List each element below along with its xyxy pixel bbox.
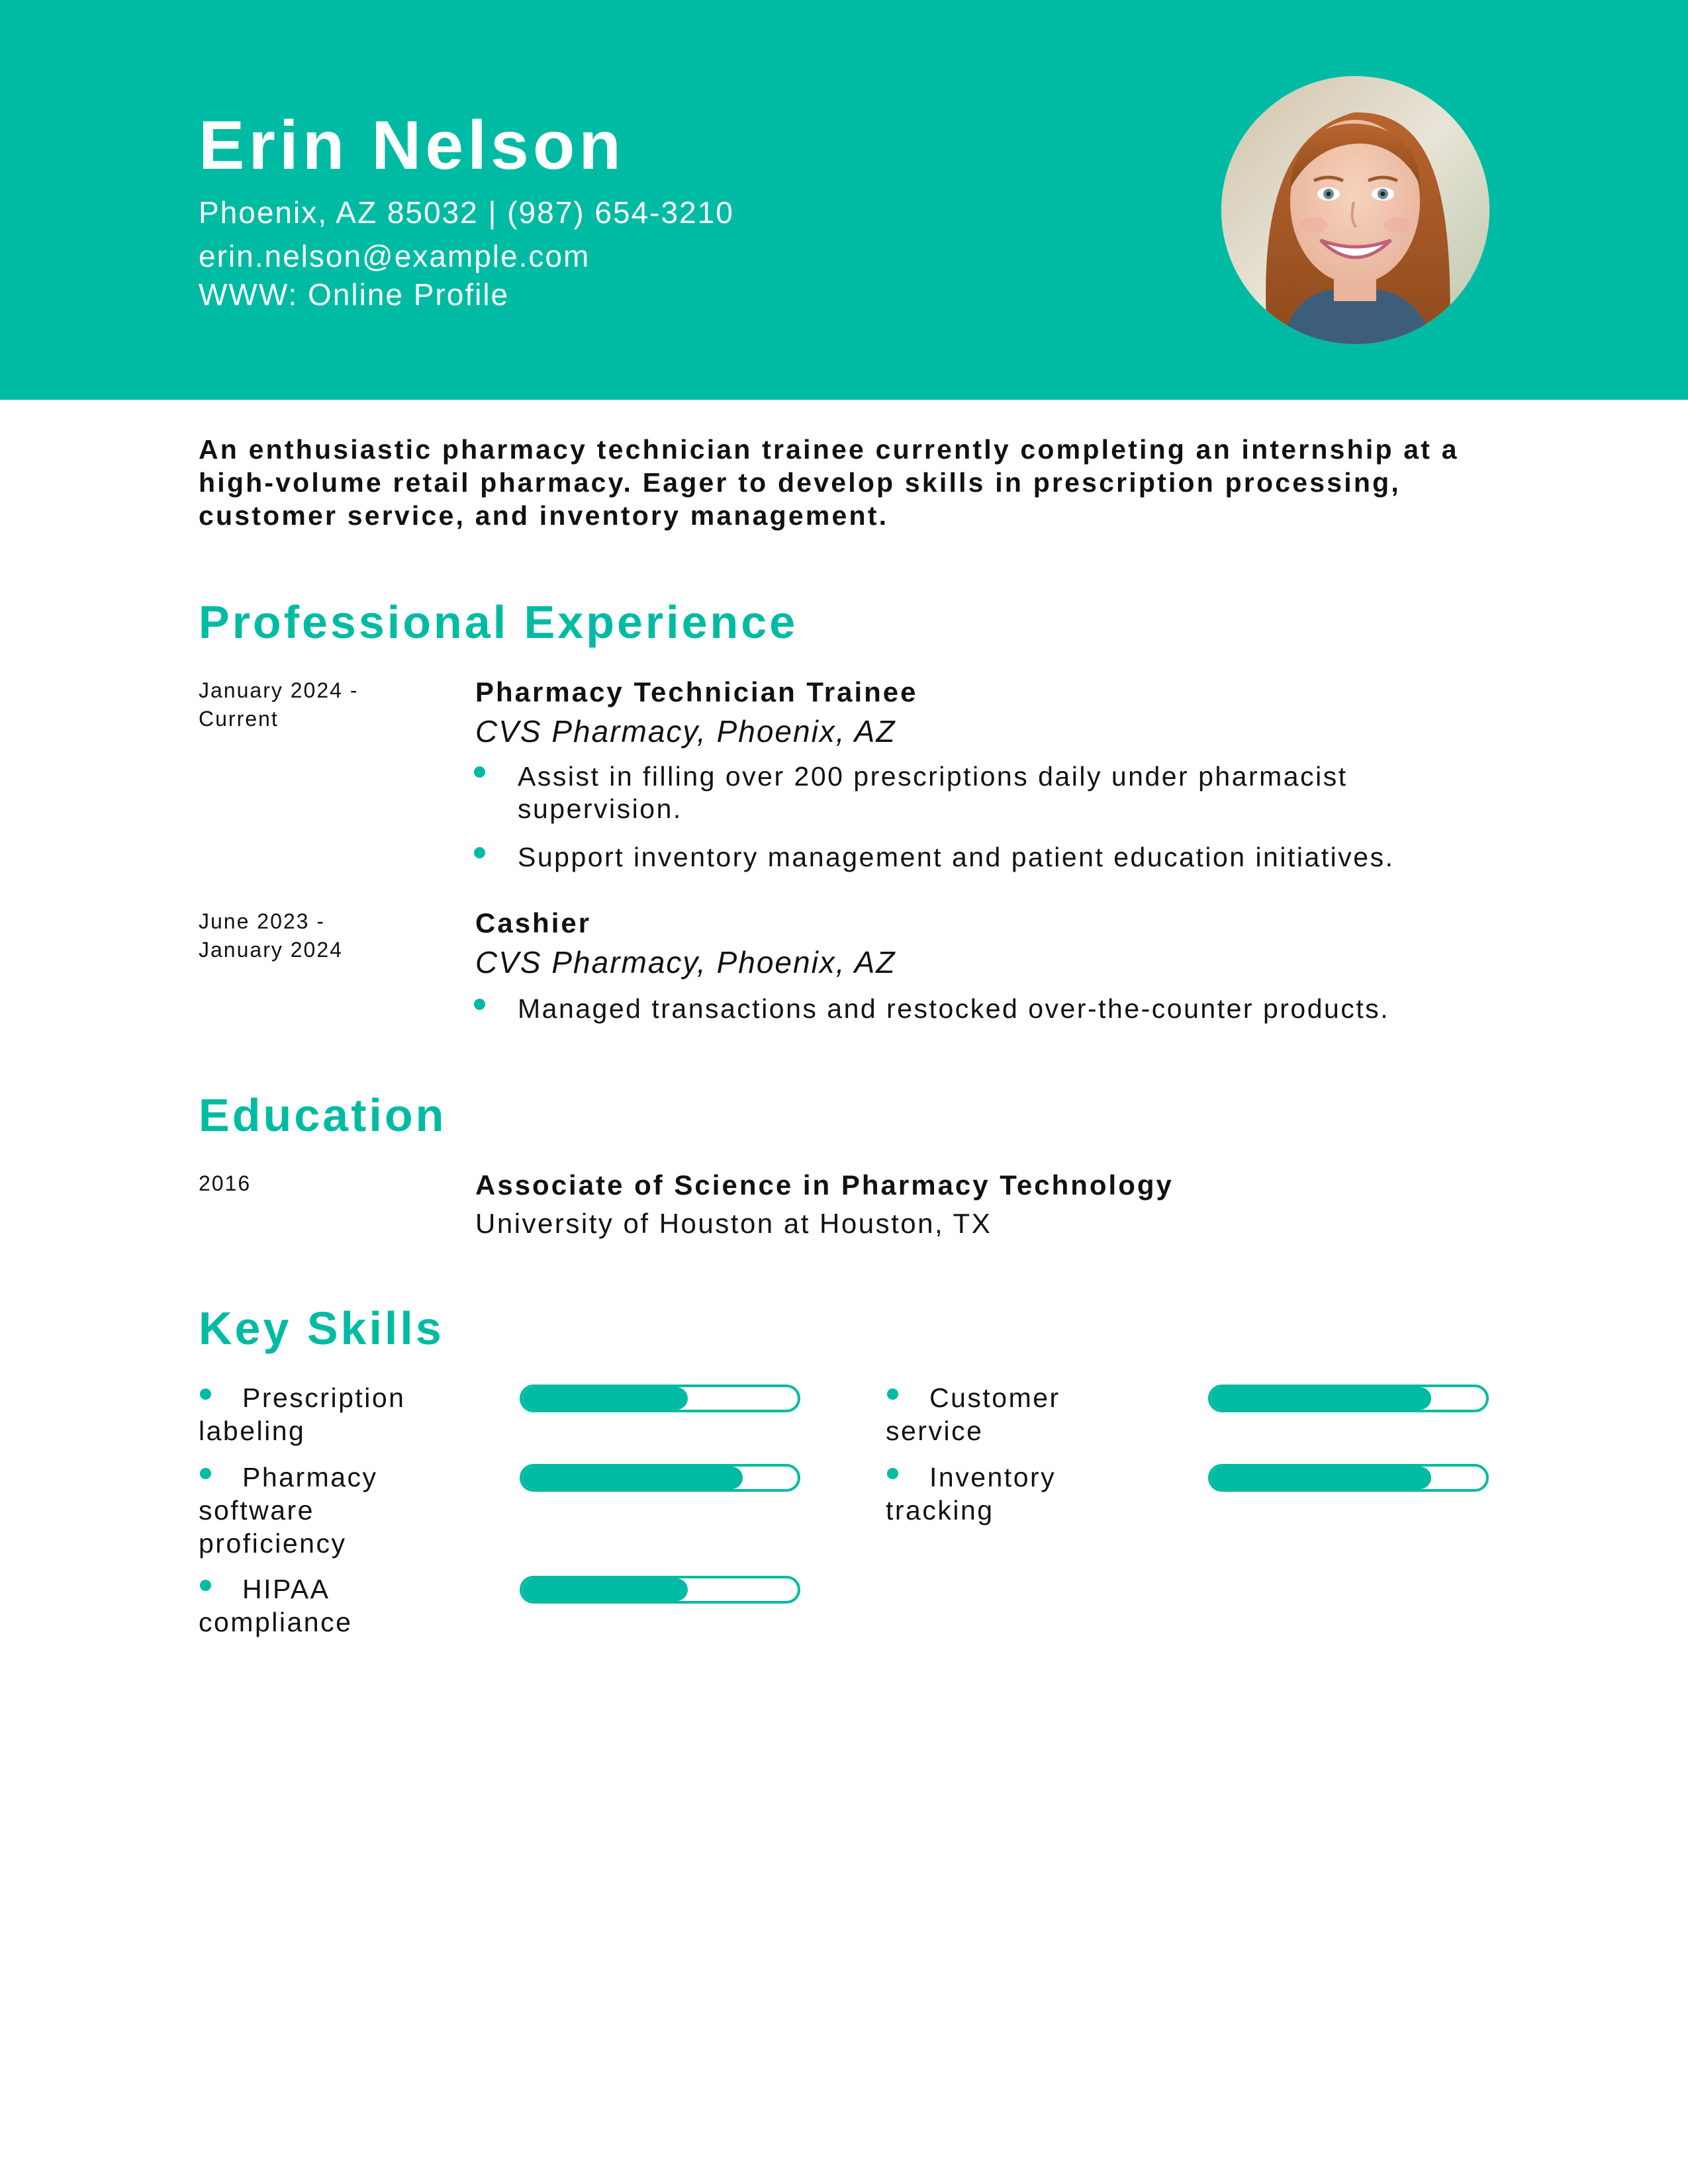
skill-label-line: compliance	[199, 1607, 353, 1637]
email-link[interactable]: erin.nelson@example.com	[199, 239, 590, 273]
skill-label-line: Pharmacy	[242, 1462, 378, 1492]
job-bullet: Assist in filling over 200 prescriptions daily under pharmacist supervision.	[518, 761, 1348, 824]
bullet-dot-icon	[474, 847, 485, 858]
skill-level-fill	[522, 1578, 688, 1601]
skill-label	[886, 1461, 1137, 1527]
skill-label	[199, 1572, 450, 1639]
skill-level-bar	[1208, 1464, 1489, 1492]
job-title: Cashier	[475, 907, 592, 938]
education-degree: Associate of Science in Pharmacy Technology	[475, 1169, 1174, 1201]
section-title-education: Education	[199, 1089, 447, 1141]
section-title-experience: Professional Experience	[199, 596, 798, 648]
job-date-start: June 2023 -	[199, 909, 326, 933]
education-school: University of Houston at Houston, TX	[475, 1208, 992, 1239]
job-employer: CVS Pharmacy, Phoenix, AZ	[475, 945, 896, 979]
skill-level-fill	[522, 1467, 743, 1489]
job-title: Pharmacy Technician Trainee	[475, 676, 918, 707]
skill-label	[886, 1381, 1137, 1447]
website-link[interactable]: WWW: Online Profile	[199, 277, 510, 312]
skill-label-line: proficiency	[199, 1528, 347, 1559]
section-title-skills: Key Skills	[199, 1302, 444, 1354]
job-bullet: Support inventory management and patient education initiatives.	[518, 842, 1395, 872]
location-phone: Phoenix, AZ 85032 | (987) 654-3210	[199, 195, 734, 230]
skill-label-line: service	[886, 1416, 984, 1446]
job-date-start: January 2024 -	[199, 678, 359, 702]
portrait-image	[1221, 76, 1489, 344]
skill-label-line: software	[199, 1495, 314, 1525]
skill-level-bar	[1208, 1385, 1489, 1412]
skill-label-line: Customer	[929, 1383, 1060, 1413]
skill-label-line: labeling	[199, 1416, 306, 1446]
skill-level-fill	[1211, 1467, 1431, 1489]
skill-label	[199, 1461, 450, 1560]
profile-photo	[1221, 76, 1489, 344]
skill-level-bar	[520, 1385, 800, 1412]
skill-level-bar	[520, 1576, 800, 1604]
candidate-name: Erin Nelson	[199, 107, 625, 184]
header-banner	[0, 0, 1688, 400]
skill-label-line: HIPAA	[242, 1574, 330, 1604]
bullet-dot-icon	[474, 999, 485, 1010]
job-employer: CVS Pharmacy, Phoenix, AZ	[475, 714, 896, 749]
skill-level-fill	[1211, 1387, 1431, 1410]
skill-label-line: Inventory	[929, 1462, 1056, 1492]
education-year: 2016	[199, 1171, 252, 1195]
skill-label	[199, 1381, 450, 1447]
job-date	[199, 907, 343, 964]
job-date-end: January 2024	[199, 938, 343, 962]
job-date-end: Current	[199, 707, 279, 731]
skill-level-bar	[520, 1464, 800, 1492]
skill-label-line: tracking	[886, 1495, 994, 1525]
job-date	[199, 676, 358, 733]
skill-level-fill	[522, 1387, 688, 1410]
skill-label-line: Prescription	[242, 1383, 406, 1413]
professional-summary: An enthusiastic pharmacy technician trainee currently completing an internship at a high-volume retail pharmacy. Eager to develop skills in prescription processing, customer service, and inventory management.	[199, 434, 1459, 531]
bullet-dot-icon	[474, 766, 485, 778]
job-bullet: Managed transactions and restocked over-the-counter products.	[518, 993, 1390, 1024]
